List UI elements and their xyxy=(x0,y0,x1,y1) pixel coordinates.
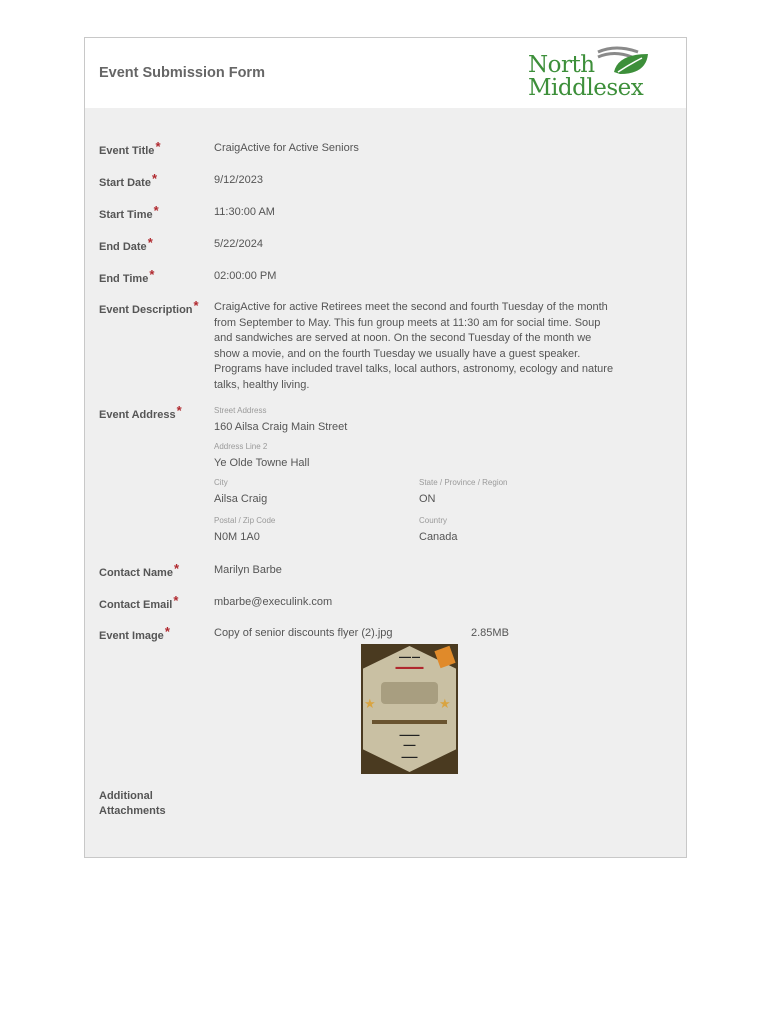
form-title: Event Submission Form xyxy=(99,65,265,81)
end-date-value: 5/22/2024 xyxy=(214,238,263,250)
flyer-text: ▬▬▬ ▬▬ xyxy=(398,654,421,659)
flyer-text: ▬▬▬▬▬ xyxy=(399,732,420,737)
star-icon: ★ xyxy=(364,696,376,711)
event-address-label: Event Address* xyxy=(99,403,182,421)
start-date-value: 9/12/2023 xyxy=(214,174,263,186)
flyer-text: ▬▬▬▬ xyxy=(401,754,418,759)
flyer-ribbon xyxy=(372,720,447,724)
event-image-thumbnail[interactable] xyxy=(361,644,458,774)
event-title-value: CraigActive for Active Seniors xyxy=(214,142,359,154)
required-marker: * xyxy=(173,593,179,608)
required-marker: * xyxy=(176,403,182,418)
flyer-text: ▬▬▬ xyxy=(403,742,416,747)
state-value: ON xyxy=(419,493,436,505)
state-sublabel: State / Province / Region xyxy=(419,478,508,487)
event-description-label: Event Description* xyxy=(99,298,199,316)
required-marker: * xyxy=(155,139,161,154)
event-submission-form xyxy=(84,37,687,858)
event-image-label: Event Image* xyxy=(99,624,170,642)
country-value: Canada xyxy=(419,531,458,543)
city-value: Ailsa Craig xyxy=(214,493,268,505)
contact-name-label: Contact Name* xyxy=(99,561,180,579)
required-marker: * xyxy=(164,624,170,639)
contact-name-value: Marilyn Barbe xyxy=(214,564,282,576)
country-sublabel: Country xyxy=(419,516,448,525)
address-line2-value: Ye Olde Towne Hall xyxy=(214,457,310,469)
required-marker: * xyxy=(193,298,199,313)
event-description-value: CraigActive for active Retirees meet the second and fourth Tuesday of the month from September to May. This fun group meets at 11:30 am for social time. Soup and sandwiches are served at noon. On the second Tuesday of the month we show a movie, and on the fourth Tuesday we usually have a guest speaker. Programs have included travel talks, local authors, astronomy, ecology and nature talks, healthy living. xyxy=(214,301,614,391)
north-middlesex-logo xyxy=(528,46,653,102)
end-date-label: End Date* xyxy=(99,235,153,253)
leaf-icon xyxy=(596,46,652,78)
street-address-value: 160 Ailsa Craig Main Street xyxy=(214,421,348,433)
logo-word-middlesex: Middlesex xyxy=(528,75,644,101)
star-icon: ★ xyxy=(439,696,451,711)
required-marker: * xyxy=(151,171,158,186)
event-image-filesize: 2.85MB xyxy=(471,627,509,639)
event-title-label: Event Title* xyxy=(99,139,161,157)
required-marker: * xyxy=(173,561,180,576)
contact-email-value: mbarbe@execulink.com xyxy=(214,596,333,608)
required-marker: * xyxy=(153,203,159,218)
additional-attachments-label: Additional Attachments xyxy=(99,790,166,817)
logo-word-north: North xyxy=(528,52,595,78)
postal-code-sublabel: Postal / Zip Code xyxy=(214,516,276,525)
flyer-photo xyxy=(381,682,438,704)
start-time-value: 11:30:00 AM xyxy=(214,206,275,218)
street-address-sublabel: Street Address xyxy=(214,406,267,415)
flyer-heading: ▬▬▬▬ xyxy=(395,664,424,671)
start-time-label: Start Time* xyxy=(99,203,159,221)
end-time-value: 02:00:00 PM xyxy=(214,270,277,282)
required-marker: * xyxy=(149,267,155,282)
contact-email-label: Contact Email* xyxy=(99,593,179,611)
start-date-label: Start Date* xyxy=(99,171,158,189)
end-time-label: End Time* xyxy=(99,267,155,285)
address-line2-sublabel: Address Line 2 xyxy=(214,442,268,451)
city-sublabel: City xyxy=(214,478,228,487)
postal-code-value: N0M 1A0 xyxy=(214,531,260,543)
form-header xyxy=(85,38,686,108)
required-marker: * xyxy=(147,235,153,250)
event-image-filename[interactable]: Copy of senior discounts flyer (2).jpg xyxy=(214,627,393,639)
